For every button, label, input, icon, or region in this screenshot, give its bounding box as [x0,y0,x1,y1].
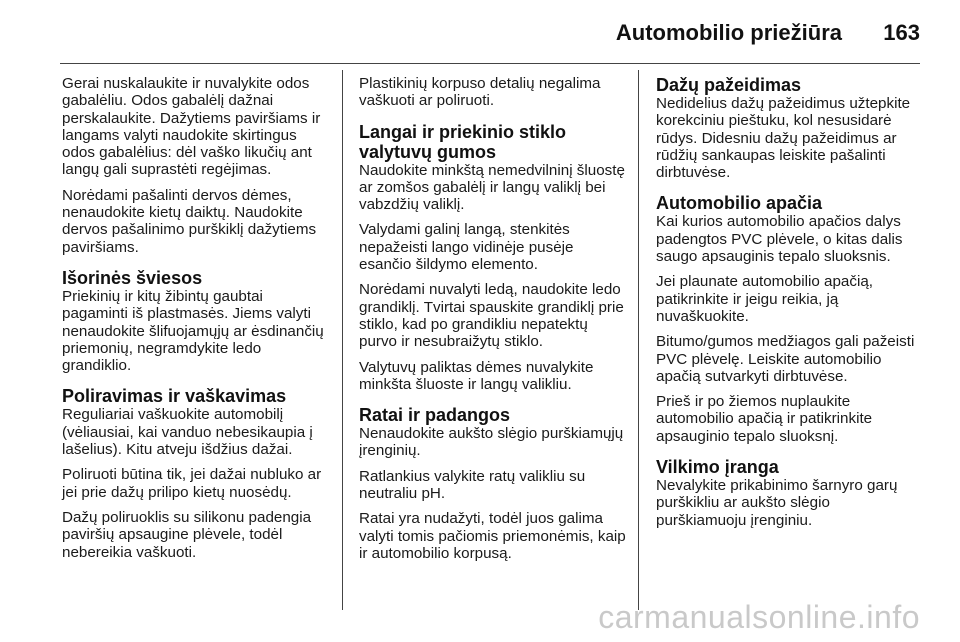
paragraph: Gerai nuskalaukite ir nuvalykite odos gabalėliu. Odos gabalėlį dažnai perskalaukite. Dažytiems paviršiams ir langams valyti naudokite skirtingus odos gabalėlius: dėl vaško likučių ant langų gali suprastėti regėjimas. [62,75,321,179]
watermark: carmanualsonline.info [598,599,920,635]
paragraph: Valydami galinį langą, stenkitės nepažeisti lango vidinėje pusėje esančio šildymo elemento. [359,221,574,274]
section-heading: Dažų pažeidimas [656,75,802,95]
paragraph: Priekinių ir kitų žibintų gaubtai pagaminti iš plastmasės. Jiems valyti nenaudokite šlifuojamųjų ar ėsdinančių priemonių, negramdykite ledo grandiklio. [62,287,324,375]
section-heading: Automobilio apačia [656,193,823,214]
text-column-3 [656,75,924,537]
page-header [0,0,960,60]
paragraph: Norėdami nuvalyti ledą, naudokite ledo grandiklį. Tvirtai spauskite grandiklį prie stiklo, kad po grandikliu nepatektų purvo ir nesubraižytų stiklo. [359,281,624,351]
page-title: Automobilio priežiūra [615,20,842,45]
header-divider [60,63,920,64]
paragraph: Nedidelius dažų pažeidimus užtepkite korekciniu pieštuku, kol nesusidarė rūdys. Didesniu dažų pažeidimus ar rūdžių sankaupas leiskite pašalinti dirbtuvėse. [656,95,911,182]
text-column-2 [359,75,627,570]
text-column-1 [62,75,330,569]
section-heading: Langai ir priekinio stiklo valytuvų gumos [359,121,567,162]
section-heading: Vilkimo įranga [656,457,779,478]
paragraph: Bitumo/gumos medžiagos gali pažeisti PVC plėvelę. Leiskite automobilio apačią sutvarkyti dirbtuvėse. [656,333,915,385]
paragraph: Nevalykite prikabinimo šarnyro garų purškikliu ar aukšto slėgio purškiamuoju įrenginiu. [656,477,898,529]
section-heading: Išorinės šviesos [62,267,203,288]
paragraph: Ratlankius valykite ratų valikliu su neutraliu pH. [359,467,586,503]
paragraph: Prieš ir po žiemos nuplaukite automobilio apačią ir patikrinkite apsauginio tepalo sluoksnį. [656,393,873,445]
paragraph: Plastikinių korpuso detalių negalima vaškuoti ar poliruoti. [359,75,601,110]
paragraph: Reguliariai vaškuokite automobilį (vėliausiai, kai vanduo nebesikaupia į lašelius). Kitu atveju išdžius dažai. [62,406,313,459]
column-divider-1 [342,70,343,610]
paragraph: Kai kurios automobilio apačios dalys padengtos PVC plėvele, o kitas dalis saugo apsauginis tepalo sluoksnis. [656,213,903,266]
paragraph: Jei plaunate automobilio apačią, patikrinkite ir jeigu reikia, ją nuvaškuokite. [656,273,873,325]
paragraph: Ratai yra nudažyti, todėl juos galima valyti tomis pačiomis priemonėmis, kaip ir automobilio korpusą. [359,510,626,562]
paragraph: Valytuvų paliktas dėmes nuvalykite minkšta šluoste ir langų valikliu. [359,358,594,393]
column-divider-2 [638,70,639,610]
page-number: 163 [883,20,920,45]
section-heading: Ratai ir padangos [359,405,511,426]
paragraph: Poliruoti būtina tik, jei dažai nubluko ar jei prie dažų prilipo kietų nuosėdų. [62,466,322,501]
section-heading: Poliravimas ir vaškavimas [62,386,287,407]
paragraph: Nenaudokite aukšto slėgio purškiamųjų įrenginių. [359,425,624,460]
paragraph: Dažų poliruoklis su silikonu padengia paviršių apsaugine plėvele, todėl nebereikia vaškuoti. [62,508,312,561]
paragraph: Norėdami pašalinti dervos dėmes, nenaudokite kietų daiktų. Naudokite dervos pašalinimo purškiklį dažytiems paviršiams. [62,186,317,256]
paragraph: Naudokite minkštą nemedvilninį šluostę ar zomšos gabalėlį ir langų valiklį bei vabzdžių valiklį. [359,161,625,214]
